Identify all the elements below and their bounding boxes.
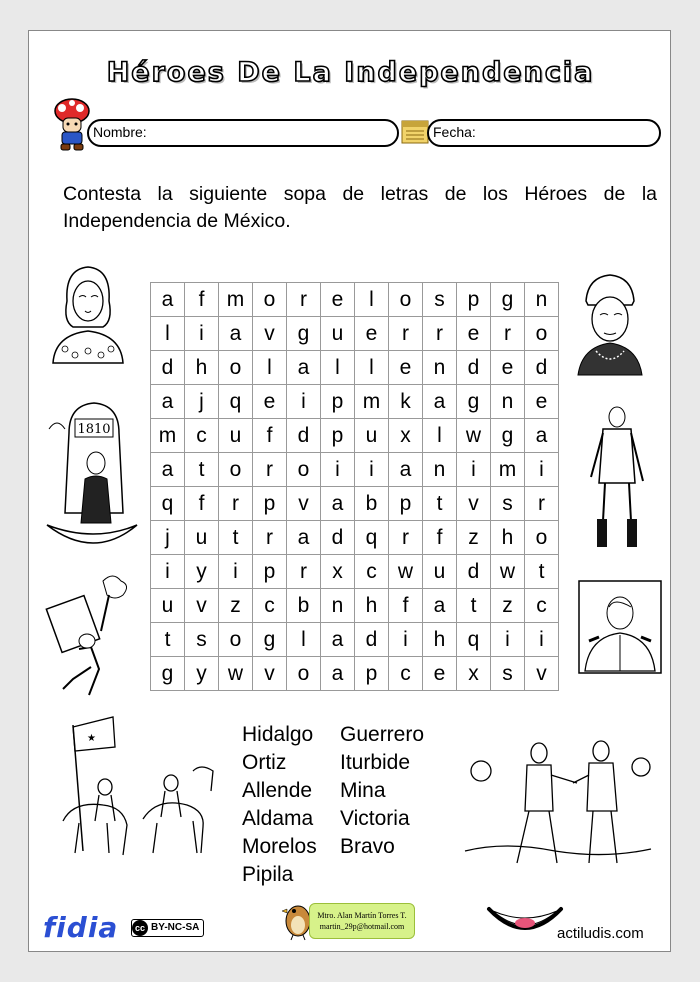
grid-cell[interactable]: r [253,521,287,555]
grid-cell[interactable]: u [423,555,457,589]
license-text: BY-NC-SA [151,922,200,933]
grid-cell[interactable]: p [253,555,287,589]
grid-cell[interactable]: z [219,589,253,623]
grid-cell[interactable]: g [287,317,321,351]
grid-cell[interactable]: v [253,657,287,691]
grid-cell[interactable]: e [457,317,491,351]
grid-cell[interactable]: y [185,555,219,589]
grid-cell[interactable]: s [423,283,457,317]
grid-cell[interactable]: o [287,453,321,487]
grid-cell[interactable]: e [355,317,389,351]
grid-cell[interactable]: s [491,657,525,691]
grid-cell[interactable]: d [321,521,355,555]
grid-cell[interactable]: o [219,351,253,385]
page-title: Héroes De La Independencia [106,57,595,88]
grid-cell[interactable]: o [389,283,423,317]
grid-cell[interactable]: d [287,419,321,453]
insurgent-army-illustration [43,711,225,861]
author-email: martin_29p@hotmail.com [319,922,405,931]
grid-cell[interactable]: w [389,555,423,589]
word-list-item: Ortiz [242,751,287,774]
grid-cell[interactable]: u [321,317,355,351]
grid-cell[interactable]: v [525,657,559,691]
grid-cell[interactable]: k [389,385,423,419]
grid-row [151,317,559,351]
grid-cell[interactable]: j [185,385,219,419]
grid-cell[interactable]: u [219,419,253,453]
author-credit [309,903,415,939]
grid-cell[interactable]: c [253,589,287,623]
grid-cell[interactable]: m [151,419,185,453]
grid-cell[interactable]: l [287,623,321,657]
grid-cell[interactable]: r [525,487,559,521]
grid-cell[interactable]: n [491,385,525,419]
grid-cell[interactable]: e [389,351,423,385]
grid-cell[interactable]: b [287,589,321,623]
grid-cell[interactable]: d [355,623,389,657]
grid-cell[interactable]: q [219,385,253,419]
grid-cell[interactable]: d [457,555,491,589]
grid-cell[interactable]: r [389,521,423,555]
word-list-item: Pipila [242,863,294,886]
grid-row [151,589,559,623]
grid-cell[interactable]: o [525,317,559,351]
bell-year-label: 1810 [77,422,111,437]
grid-cell[interactable]: p [457,283,491,317]
grid-cell[interactable]: z [491,589,525,623]
license-badge [131,919,204,937]
grid-cell[interactable]: f [185,283,219,317]
calendar-icon [400,116,430,146]
grid-cell[interactable]: p [321,385,355,419]
grid-row [151,521,559,555]
pipila-illustration [43,571,135,699]
word-list-item: Morelos [242,835,317,858]
word-list-item: Guerrero [340,723,425,746]
grid-cell[interactable]: e [525,385,559,419]
grid-row [151,385,559,419]
grid-cell[interactable]: u [355,419,389,453]
grid-cell[interactable]: f [423,521,457,555]
grid-cell[interactable]: a [151,385,185,419]
grid-cell[interactable]: c [355,555,389,589]
word-list-item: Aldama [242,807,314,830]
grid-cell[interactable]: g [491,419,525,453]
grid-cell[interactable]: h [185,351,219,385]
name-label: Nombre: [93,124,147,140]
morelos-portrait [574,271,646,377]
grid-cell[interactable]: i [287,385,321,419]
grid-cell[interactable]: s [491,487,525,521]
grid-cell[interactable]: a [389,453,423,487]
grid-cell[interactable]: a [287,521,321,555]
worksheet [28,30,671,952]
grid-cell[interactable]: a [151,453,185,487]
grid-cell[interactable]: c [525,589,559,623]
grid-cell[interactable]: z [457,521,491,555]
grid-cell[interactable]: v [457,487,491,521]
grid-cell[interactable]: c [185,419,219,453]
grid-cell[interactable]: v [287,487,321,521]
word-list-item: Bravo [340,835,395,858]
grid-cell[interactable]: d [525,351,559,385]
grid-cell[interactable]: q [355,521,389,555]
word-list-item: Hidalgo [242,723,314,746]
grid-cell[interactable]: p [253,487,287,521]
word-list-item: Allende [242,779,313,802]
grid-cell[interactable]: i [525,623,559,657]
grid-cell[interactable]: t [219,521,253,555]
word-list-item: Victoria [340,807,410,830]
grid-cell[interactable]: h [355,589,389,623]
grid-cell[interactable]: n [423,351,457,385]
grid-cell[interactable]: r [287,283,321,317]
grid-cell[interactable]: a [525,419,559,453]
grid-cell[interactable]: o [287,657,321,691]
grid-cell[interactable]: o [253,283,287,317]
grid-cell[interactable]: e [253,385,287,419]
grid-cell[interactable]: a [423,385,457,419]
grid-cell[interactable]: v [253,317,287,351]
grid-cell[interactable]: a [321,623,355,657]
grid-cell[interactable]: x [321,555,355,589]
grid-cell[interactable]: w [457,419,491,453]
grid-cell[interactable]: t [457,589,491,623]
grid-row [151,555,559,589]
grid-cell[interactable]: m [355,385,389,419]
grid-row [151,487,559,521]
grid-row [151,657,559,691]
grid-cell[interactable]: r [491,317,525,351]
grid-cell[interactable]: i [355,453,389,487]
grid-cell[interactable]: p [389,487,423,521]
grid-cell[interactable]: o [525,521,559,555]
grid-row [151,351,559,385]
word-search-grid [150,282,559,691]
grid-cell[interactable]: a [423,589,457,623]
creative-commons-icon: cc [132,920,148,936]
grid-cell[interactable]: e [423,657,457,691]
grid-cell[interactable]: w [219,657,253,691]
grid-cell[interactable]: j [151,521,185,555]
grid-cell[interactable]: l [253,351,287,385]
guerrero-standing-illustration [577,403,657,553]
grid-cell[interactable]: r [253,453,287,487]
fidia-logo: fidia [43,911,119,944]
grid-cell[interactable]: t [423,487,457,521]
grid-cell[interactable]: l [151,317,185,351]
grid-cell[interactable]: x [457,657,491,691]
grid-cell[interactable]: i [457,453,491,487]
grid-cell[interactable]: f [185,487,219,521]
grid-cell[interactable]: h [491,521,525,555]
grid-cell[interactable]: v [185,589,219,623]
grid-cell[interactable]: a [287,351,321,385]
mushroom-character-icon [53,98,91,154]
grid-cell[interactable]: q [151,487,185,521]
grid-cell[interactable]: a [219,317,253,351]
grid-cell[interactable]: r [287,555,321,589]
grid-cell[interactable]: m [219,283,253,317]
grid-cell[interactable]: p [321,419,355,453]
grid-cell[interactable]: b [355,487,389,521]
grid-cell[interactable]: d [151,351,185,385]
hidalgo-bell-illustration [39,393,139,553]
grid-cell[interactable]: i [219,555,253,589]
grid-cell[interactable]: g [491,283,525,317]
grid-cell[interactable]: m [491,453,525,487]
grid-cell[interactable]: t [525,555,559,589]
grid-cell[interactable]: o [219,623,253,657]
grid-row [151,419,559,453]
grid-cell[interactable]: g [253,623,287,657]
smile-logo-icon [485,903,565,937]
word-list-column-2 [340,721,424,861]
instructions-text: Contesta la siguiente sopa de letras de los Héroes de la Independencia de México. [63,183,657,232]
grid-cell[interactable]: c [389,657,423,691]
grid-cell[interactable]: l [423,419,457,453]
word-list-item: Mina [340,779,386,802]
grid-cell[interactable]: i [185,317,219,351]
grid-cell[interactable]: n [321,589,355,623]
grid-cell[interactable]: s [185,623,219,657]
grid-cell[interactable]: a [321,657,355,691]
leona-vicario-portrait [45,261,131,365]
actiludis-site-link[interactable]: actiludis.com [557,925,644,942]
grid-cell[interactable]: u [185,521,219,555]
grid-cell[interactable]: n [525,283,559,317]
grid-cell[interactable]: q [457,623,491,657]
grid-cell[interactable]: p [355,657,389,691]
grid-row [151,623,559,657]
grid-cell[interactable]: h [423,623,457,657]
grid-cell[interactable]: r [389,317,423,351]
grid-cell[interactable]: r [423,317,457,351]
grid-cell[interactable]: f [389,589,423,623]
grid-cell[interactable]: w [491,555,525,589]
grid-cell[interactable]: t [185,453,219,487]
grid-row [151,283,559,317]
grid-cell[interactable]: y [185,657,219,691]
grid-cell[interactable]: o [219,453,253,487]
grid-cell[interactable]: a [151,283,185,317]
grid-cell[interactable]: i [389,623,423,657]
grid-cell[interactable]: d [457,351,491,385]
abrazo-de-acatempan-illustration [461,731,655,871]
grid-cell[interactable]: e [321,283,355,317]
grid-cell[interactable]: l [355,351,389,385]
grid-cell[interactable]: i [491,623,525,657]
grid-cell[interactable]: t [151,623,185,657]
grid-cell[interactable]: r [219,487,253,521]
grid-cell[interactable]: f [253,419,287,453]
grid-cell[interactable]: i [525,453,559,487]
date-label: Fecha: [433,124,476,140]
author-name: Mtro. Alan Martín Torres T. [317,911,407,920]
grid-cell[interactable]: n [423,453,457,487]
grid-row [151,453,559,487]
grid-cell[interactable]: l [355,283,389,317]
grid-cell[interactable]: g [457,385,491,419]
grid-cell[interactable]: a [321,487,355,521]
word-list-item: Iturbide [340,751,411,774]
grid-cell[interactable]: i [151,555,185,589]
grid-cell[interactable]: u [151,589,185,623]
svg-text:★: ★ [87,733,96,744]
grid-cell[interactable]: e [491,351,525,385]
grid-cell[interactable]: l [321,351,355,385]
grid-cell[interactable]: x [389,419,423,453]
iturbide-portrait [577,579,663,675]
grid-cell[interactable]: g [151,657,185,691]
grid-cell[interactable]: i [321,453,355,487]
word-list-column-1 [242,721,317,889]
